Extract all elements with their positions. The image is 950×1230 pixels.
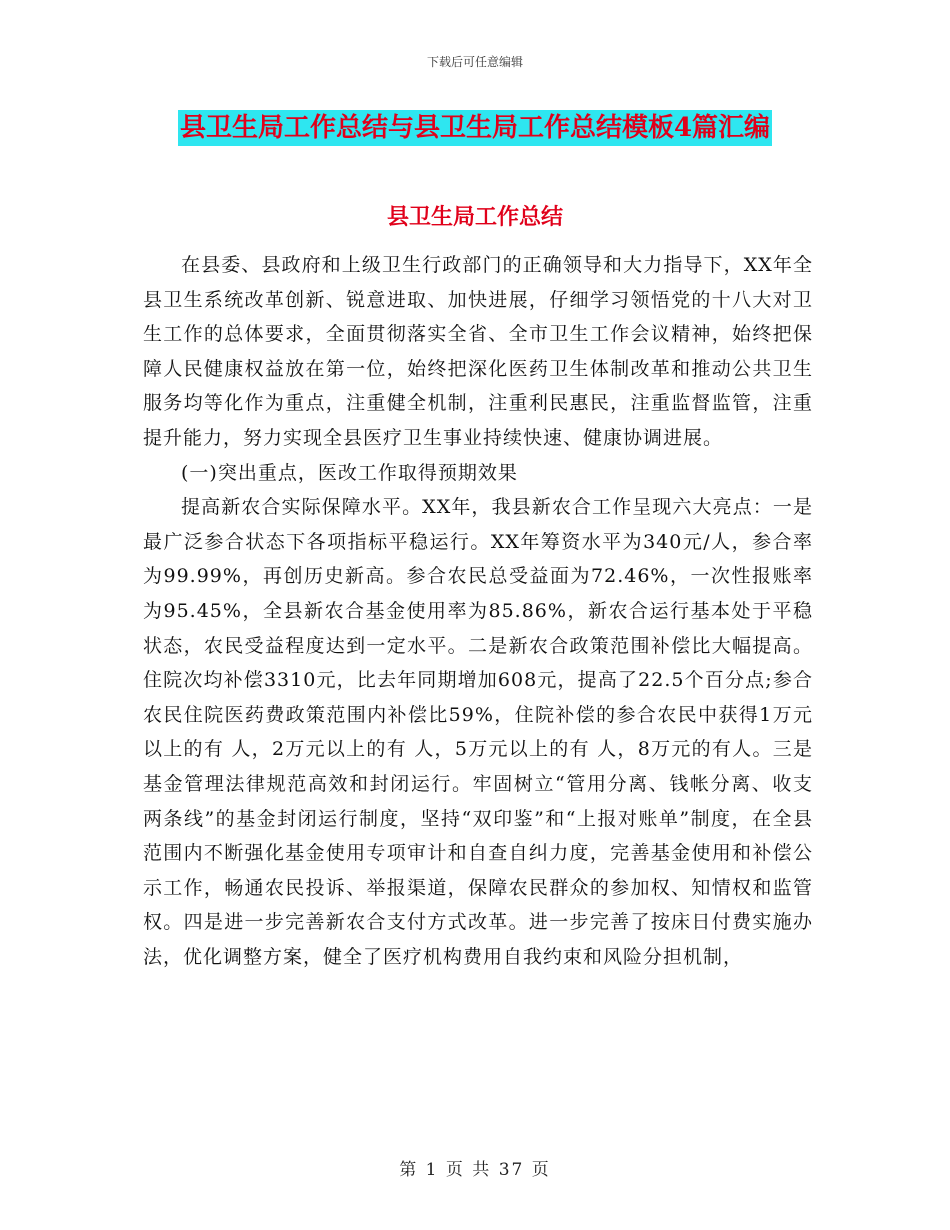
paragraph-heading-1: (一)突出重点，医改工作取得预期效果: [181, 461, 518, 484]
doc-title-container: [0, 110, 950, 146]
header-note: 下载后可任意编辑: [426, 55, 523, 69]
body-text: [143, 248, 813, 974]
section-title: 县卫生局工作总结: [386, 204, 563, 230]
paragraph-ncms: 提高新农合实际保障水平。XX年，我县新农合工作呈现六大亮点：一是最广泛参合状态下各项指标平稳运行。XX年筹资水平为340元/人，参合率为99.99%，再创历史新高。参合农民总受益面为72.46%，一次性报账率为95.45%，全县新农合基金使用率为85.86%，新农合运行基本处于平稳状态，农民受益程度达到一定水平。二是新农合政策范围补偿比大幅提高。住院次均补偿3310元，比去年同期增加608元，提高了22.5个百分点;参合农民住院医药费政策范围内补偿比59%，住院补偿的参合农民中获得1万元以上的有 人，2万元以上的有 人，5万元以上的有 人，8万元的有人。三是基金管理法律规范高效和封闭运行。牢固树立“管用分离、钱帐分离、收支两条线”的基金封闭运行制度，坚持“双印鉴”和“上报对账单”制度，在全县范围内不断强化基金使用专项审计和自查自纠力度，完善基金使用和补偿公示工作，畅通农民投诉、举报渠道，保障农民群众的参加权、知情权和监管权。四是进一步完善新农合支付方式改革。进一步完善了按床日付费实施办法，优化调整方案，健全了医疗机构费用自我约束和风险分担机制，: [143, 496, 813, 968]
doc-title: 县卫生局工作总结与县卫生局工作总结模板4篇汇编: [178, 110, 772, 146]
paragraph-intro: 在县委、县政府和上级卫生行政部门的正确领导和大力指导下，XX年全县卫生系统改革创新、锐意进取、加快进展，仔细学习领悟党的十八大对卫生工作的总体要求，全面贯彻落实全省、全市卫生工作会议精神，始终把保障人民健康权益放在第一位，始终把深化医药卫生体制改革和推动公共卫生服务均等化作为重点，注重健全机制，注重利民惠民，注重监督监管，注重提升能力，努力实现全县医疗卫生事业持续快速、健康协调进展。: [143, 254, 813, 449]
page-footer: 第 1 页 共 37 页: [399, 1160, 551, 1180]
